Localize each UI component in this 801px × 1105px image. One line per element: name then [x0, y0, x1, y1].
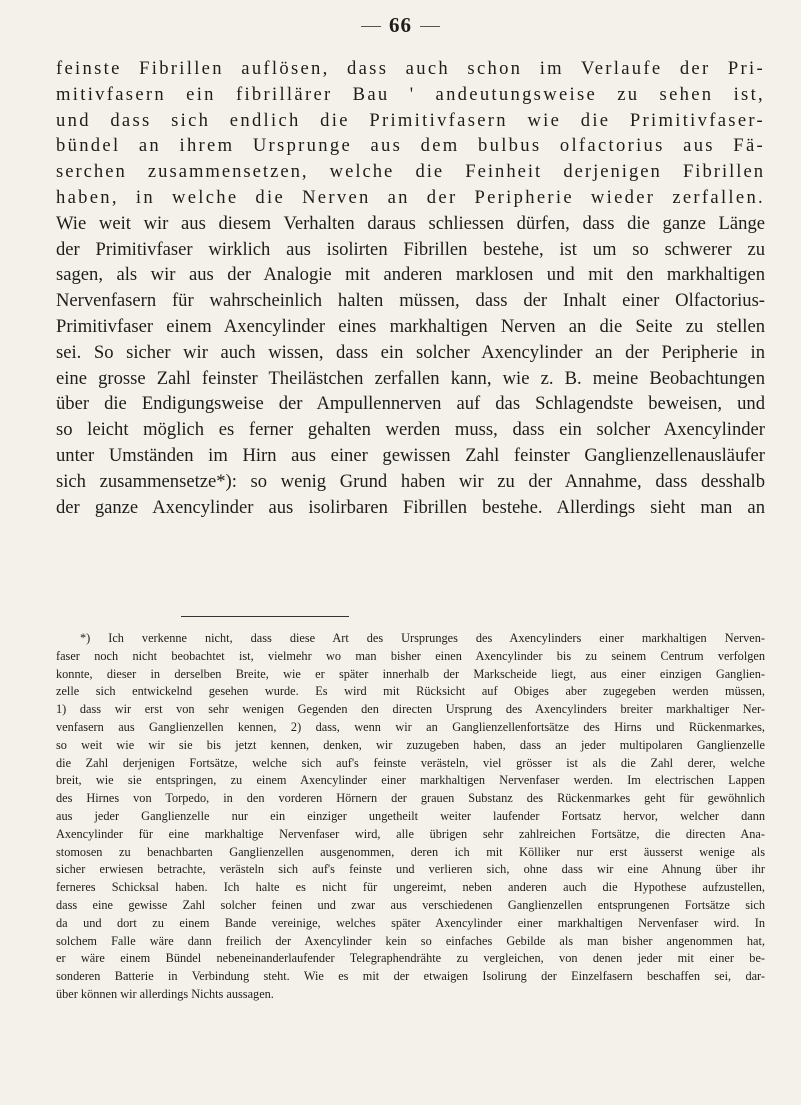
footnote-separator [181, 616, 349, 617]
footnote-line: venfasern aus Ganglienzellen kennen, 2) dass, wenn wir an Ganglienzellenfortsätze des Hirns und Rückenmarkes, [56, 719, 765, 734]
text-line: so leicht möglich es ferner gehalten werden muss, dass ein solcher Axencylinder [56, 419, 765, 441]
footnote-line: zelle sich entwickelnd gesehen wurde. Es wird mit Rücksicht auf Obiges aber zugegeben werden müssen, [56, 684, 765, 699]
footnote-line: konnte, dieser in derselben Breite, wie er später innerhalb der Markscheide liegt, aus einer einzigen Ganglien- [56, 666, 765, 681]
footnote-line: 1) dass wir erst von sehr wenigen Gegenden den directen Ursprung des Axencylinders breiter markhaltiger Ner- [56, 702, 765, 717]
text-line: sich zusammensetze*): so wenig Grund haben wir zu der Annahme, dass desshalb [56, 470, 765, 492]
text-line: über die Endigungsweise der Ampullennerven auf das Schlagendste beweisen, und [56, 393, 765, 415]
text-line: eine grosse Zahl feinster Theilästchen zerfallen kann, wie z. B. meine Beobachtungen [56, 367, 765, 389]
text-line: der ganze Axencylinder aus isolirbaren Fibrillen bestehe. Allerdings sieht man an [56, 496, 765, 518]
text-line: der Primitivfaser wirklich aus isolirten Fibrillen bestehe, ist um so schwerer zu [56, 238, 765, 260]
footnote-line: faser noch nicht beobachtet ist, vielmehr wo man bisher einen Axencylinder bis zu seinem Centrum verfolgen [56, 648, 765, 663]
footnote-line: er wäre einem Bündel nebeneinanderlaufender Telegraphendrähte zu vergleichen, von denen jeder mit einer be- [56, 951, 765, 966]
text-line: sagen, als wir aus der Analogie mit anderen marklosen und mit den markhaltigen [56, 264, 765, 286]
body-text [56, 56, 765, 520]
footnote-line: des Hirnes von Torpedo, in den vorderen Hörnern der grauen Substanz des Rückenmarkes geht für gewöhnlich [56, 791, 765, 806]
footnote-line: Axencylinder für eine markhaltige Nervenfaser wird, alle übrigen sehr zahlreichen Fortsätze, die directen Ana- [56, 826, 765, 841]
text-line: mitivfasern ein fibrillärer Bau ' andeutungsweise zu sehen ist, [56, 83, 765, 105]
footnote-line: stomosen zu benachbarten Ganglienzellen ausgenommen, deren ich mit Kölliker nur erst äusserst wenige als [56, 844, 765, 859]
footnote-line: dass eine gewisse Zahl solcher feinen und zwar aus verschiedenen Ganglienzellen entsprungenen Fortsätze sich [56, 897, 765, 912]
text-line: haben, in welche die Nerven an der Peripherie wieder zerfallen. [56, 186, 765, 208]
footnote-line: sonderen Batterie in Verbindung steht. Wie es mit der etwaigen Isolirung der Einzelfasern beschaffen sei, dar- [56, 969, 765, 984]
text-line: unter Umständen im Hirn aus einer gewissen Zahl feinster Ganglienzellenausläufer [56, 444, 765, 466]
text-line: sei. So sicher wir auch wissen, dass ein solcher Axencylinder an der Peripherie in [56, 341, 765, 363]
header-rule-left [361, 26, 381, 27]
header-rule-right [420, 26, 440, 27]
text-line: Wie weit wir aus diesem Verhalten daraus schliessen dürfen, dass die ganze Länge [56, 212, 765, 234]
text-line: serchen zusammensetzen, welche die Feinheit derjenigen Fibrillen [56, 161, 765, 183]
footnote-line: sicher erwiesen betrachte, verästeln sich auf's feinste und verlieren sich, ohne dass wir eine Ahnung über ihr [56, 862, 765, 877]
page-number: 66 [389, 12, 412, 37]
footnote-line: da und dort zu einem Bande vereinige, welches später Axencylinder einer markhaltigen Nervenfaser wird. In [56, 915, 765, 930]
footnote-line: die Zahl derjenigen Fortsätze, welche sich auf's feinste verästeln, viel grösser ist als die Zahl derer, welche [56, 755, 765, 770]
footnote-line: breit, wie sie entspringen, zu einem Axencylinder einer markhaltigen Nervenfaser werden. Im electrischen Lappen [56, 773, 765, 788]
footnote-line: so weit wie wir sie bis jetzt kennen, denken, wir zuzugeben haben, dass an jeder multipolaren Ganglienzelle [56, 737, 765, 752]
footnote-line: über können wir allerdings Nichts aussagen. [56, 986, 274, 1001]
text-line: feinste Fibrillen auflösen, dass auch schon im Verlaufe der Pri- [56, 58, 765, 79]
text-line: und dass sich endlich die Primitivfasern wie die Primitivfaser- [56, 109, 765, 131]
text-line: Primitivfaser einem Axencylinder eines markhaltigen Nerven an die Seite zu stellen [56, 315, 765, 337]
footnote-line: solchem Falle wäre dann freilich der Axencylinder kein so einfaches Gebilde als man bisher angenommen hat, [56, 933, 765, 948]
footnote [56, 630, 765, 1004]
footnote-line: aus jeder Ganglienzelle nur ein einziger ungetheilt weiter laufender Fortsatz hervor, welcher dann [56, 808, 765, 823]
page-header [0, 12, 801, 38]
text-line: Nervenfasern für wahrscheinlich halten müssen, dass der Inhalt einer Olfactorius- [56, 290, 765, 312]
footnote-line: ferneres Schicksal haben. Ich halte es nicht für ungereimt, neben anderen auch die Hypothese aufzustellen, [56, 880, 765, 895]
text-line: bündel an ihrem Ursprunge aus dem bulbus olfactorius aus Fä- [56, 135, 765, 157]
footnote-line: *) Ich verkenne nicht, dass diese Art des Ursprunges des Axencylinders einer markhaltigen Nerven- [80, 631, 765, 645]
